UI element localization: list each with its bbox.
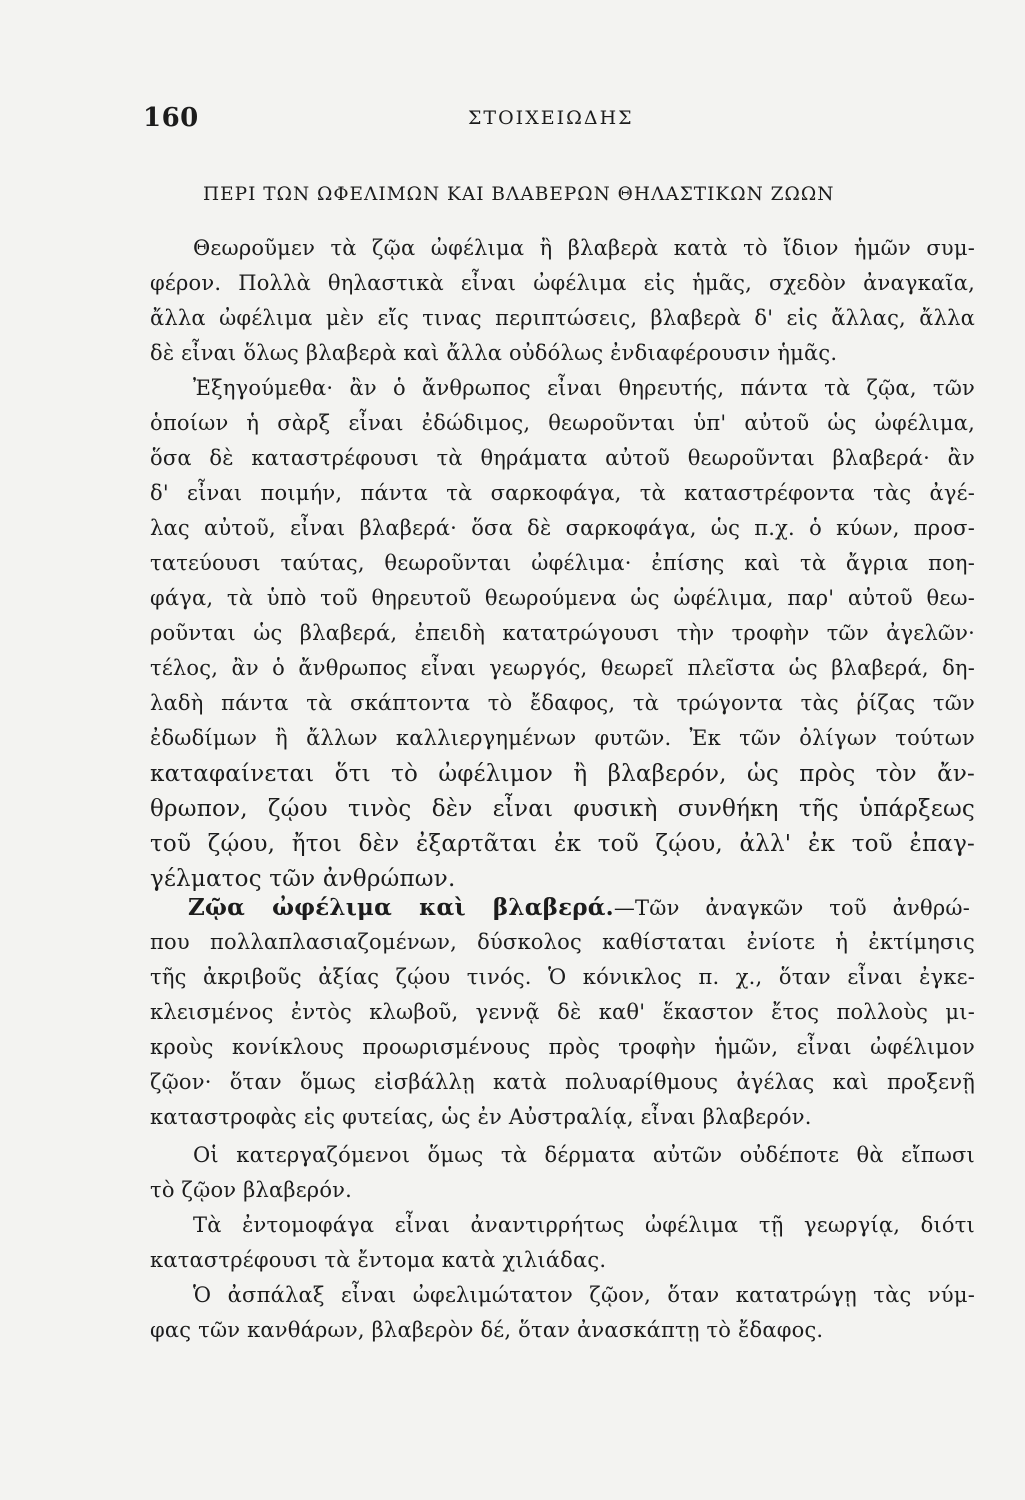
text-line: ἄλλα ὠφέλιμα μὲν εἴς τινας περιπτώσεις, βλαβερὰ δ' εἰς ἄλλας, ἄλλα: [150, 306, 975, 330]
section-heading-line: [188, 894, 970, 921]
text-line: κλεισμένος ἐντὸς κλωβοῦ, γεννᾷ δὲ καθ' ἕκαστον ἔτος πολλοὺς μι-: [150, 1000, 975, 1024]
text-line: τοῦ ζῴου, ἤτοι δὲν ἐξαρτᾶται ἐκ τοῦ ζῴου, ἀλλ' ἐκ τοῦ ἐπαγ-: [150, 831, 975, 857]
text-line: Ὁ ἀσπάλαξ εἶναι ὠφελιμώτατον ζῷον, ὅταν κατατρώγῃ τὰς νύμ-: [193, 1283, 975, 1307]
text-line: Ἐξηγούμεθα· ἂν ὁ ἄνθρωπος εἶναι θηρευτής, πάντα τὰ ζῷα, τῶν: [193, 376, 975, 400]
text-line: καταστρέφουσι τὰ ἔντομα κατὰ χιλιάδας.: [150, 1248, 607, 1272]
text-line: ὅσα δὲ καταστρέφουσι τὰ θηράματα αὐτοῦ θεωροῦνται βλαβερά· ἂν: [150, 446, 975, 470]
text-line: λας αὐτοῦ, εἶναι βλαβερά· ὅσα δὲ σαρκοφάγα, ὡς π.χ. ὁ κύων, προσ-: [150, 516, 975, 540]
text-line: ζῷον· ὅταν ὅμως εἰσβάλλῃ κατὰ πολυαρίθμους ἀγέλας καὶ προξενῇ: [150, 1070, 975, 1094]
text-line: ροῦνται ὡς βλαβερά, ἐπειδὴ κατατρώγουσι τὴν τροφὴν τῶν ἀγελῶν·: [150, 621, 975, 645]
text-line: Θεωροῦμεν τὰ ζῷα ὠφέλιμα ἢ βλαβερὰ κατὰ τὸ ἴδιον ἡμῶν συμ-: [193, 236, 975, 260]
text-line: δὲ εἶναι ὅλως βλαβερὰ καὶ ἄλλα οὐδόλως ἐνδιαφέρουσιν ἡμᾶς.: [150, 341, 838, 365]
page-number: 160: [143, 103, 199, 133]
text-line: φέρον. Πολλὰ θηλαστικὰ εἶναι ὠφέλιμα εἰς ἡμᾶς, σχεδὸν ἀναγκαῖα,: [150, 271, 975, 295]
text-line: δ' εἶναι ποιμήν, πάντα τὰ σαρκοφάγα, τὰ καταστρέφοντα τὰς ἀγέ-: [150, 481, 975, 505]
section-heading: Ζῷα ὠφέλιμα καὶ βλαβερά.: [188, 894, 614, 921]
section-heading-continuation: —Τῶν ἀναγκῶν τοῦ ἀνθρώ-: [613, 896, 970, 920]
text-line: τὸ ζῷον βλαβερόν.: [150, 1178, 353, 1202]
text-line: ὁποίων ἡ σὰρξ εἶναι ἐδώδιμος, θεωροῦνται ὑπ' αὐτοῦ ὡς ὠφέλιμα,: [150, 411, 975, 435]
chapter-title: ΠΕΡΙ ΤΩΝ ΩΦΕΛΙΜΩΝ ΚΑΙ ΒΛΑΒΕΡΩΝ ΘΗΛΑΣΤΙΚΩΝ ΖΩΩΝ: [203, 184, 835, 205]
text-line: τατεύουσι ταύτας, θεωροῦνται ὠφέλιμα· ἐπίσης καὶ τὰ ἄγρια ποη-: [150, 551, 975, 575]
text-line: λαδὴ πάντα τὰ σκάπτοντα τὸ ἔδαφος, τὰ τρώγοντα τὰς ῥίζας τῶν: [150, 691, 975, 715]
running-head: ΣΤΟΙΧΕΙΩΔΗΣ: [468, 107, 634, 129]
text-line: τέλος, ἂν ὁ ἄνθρωπος εἶναι γεωργός, θεωρεῖ πλεῖστα ὡς βλαβερά, δη-: [150, 656, 975, 680]
text-line: Τὰ ἐντομοφάγα εἶναι ἀναντιρρήτως ὠφέλιμα τῇ γεωργίᾳ, διότι: [193, 1213, 975, 1237]
text-line: κροὺς κονίκλους προωρισμένους πρὸς τροφὴν ἡμῶν, εἶναι ὠφέλιμον: [150, 1035, 975, 1059]
text-line: που πολλαπλασιαζομένων, δύσκολος καθίσταται ἐνίοτε ἡ ἐκτίμησις: [150, 930, 975, 954]
text-line: ἐδωδίμων ἢ ἄλλων καλλιεργημένων φυτῶν. Ἐκ τῶν ὀλίγων τούτων: [150, 726, 975, 750]
text-line: Οἱ κατεργαζόμενοι ὅμως τὰ δέρματα αὐτῶν οὐδέποτε θὰ εἴπωσι: [193, 1143, 975, 1167]
text-line: θρωπον, ζῴου τινὸς δὲν εἶναι φυσικὴ συνθήκη τῆς ὑπάρξεως: [150, 796, 975, 822]
text-line: γέλματος τῶν ἀνθρώπων.: [150, 866, 456, 892]
text-line: καταφαίνεται ὅτι τὸ ὠφέλιμον ἢ βλαβερόν, ὡς πρὸς τὸν ἄν-: [150, 761, 975, 787]
text-line: τῆς ἀκριβοῦς ἀξίας ζῴου τινός. Ὁ κόνικλος π. χ., ὅταν εἶναι ἐγκε-: [150, 965, 975, 989]
text-line: καταστροφὰς εἰς φυτείας, ὡς ἐν Αὐστραλίᾳ, εἶναι βλαβερόν.: [150, 1105, 812, 1129]
text-line: φας τῶν κανθάρων, βλαβερὸν δέ, ὅταν ἀνασκάπτῃ τὸ ἔδαφος.: [150, 1318, 824, 1342]
text-line: φάγα, τὰ ὑπὸ τοῦ θηρευτοῦ θεωρούμενα ὡς ὠφέλιμα, παρ' αὐτοῦ θεω-: [150, 586, 975, 610]
